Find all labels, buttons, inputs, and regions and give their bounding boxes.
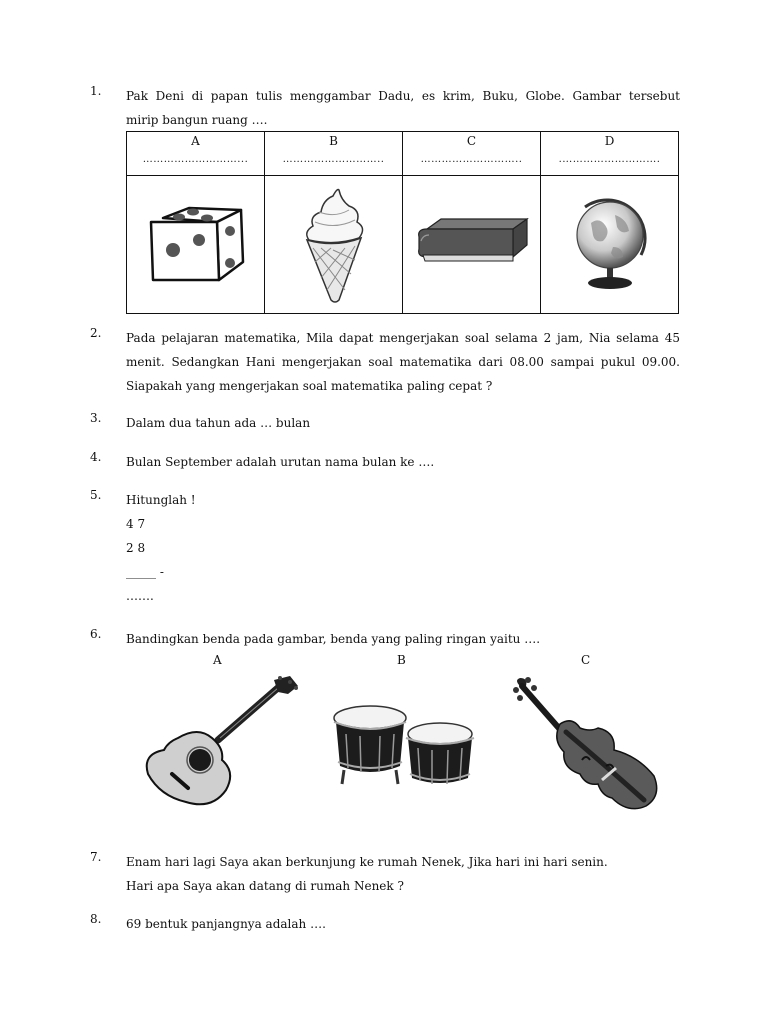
question-text — [126, 850, 680, 898]
question-text — [126, 488, 680, 608]
question-line: menit. Sedangkan Hani mengerjakan soal matematika dari 08.00 sampai pukul 09.00. — [126, 355, 680, 369]
option-letter-a: A — [213, 653, 222, 667]
question-text — [126, 450, 680, 474]
answer-blank: .………………………. — [558, 154, 661, 165]
question-text — [126, 411, 680, 435]
question-text — [126, 326, 680, 398]
question-number: 6. — [90, 627, 102, 641]
question-text — [126, 912, 680, 936]
option-letter: A — [191, 134, 200, 148]
option-header-d — [541, 132, 679, 176]
question-line: Bulan September adalah urutan nama bulan ke …. — [126, 455, 435, 469]
question-line: Dalam dua tahun ada … bulan — [126, 416, 311, 430]
question-number: 5. — [90, 488, 102, 502]
option-image-d — [541, 176, 679, 314]
question-line: Pada pelajaran matematika, Mila dapat mengerjakan soal selama 2 jam, Nia selama 45 — [126, 331, 680, 345]
option-letter-c: C — [581, 653, 591, 667]
option-image-c — [403, 176, 541, 314]
question-number: 2. — [90, 326, 102, 340]
dice-icon — [141, 200, 251, 290]
question-line: 69 bentuk panjangnya adalah …. — [126, 917, 326, 931]
answer-blank: ……. — [126, 589, 154, 603]
option-header-a — [127, 132, 265, 176]
question-line: Siapakah yang mengerjakan soal matematika paling cepat ? — [126, 379, 493, 393]
option-image-a — [127, 176, 265, 314]
question-line: Hitunglah ! — [126, 493, 196, 507]
question-line: Enam hari lagi Saya akan berkunjung ke rumah Nenek, Jika hari ini hari senin. — [126, 855, 608, 869]
bongo-drums-icon — [330, 700, 480, 792]
subtraction-line: _____ - — [126, 565, 164, 579]
question-number: 7. — [90, 850, 102, 864]
question-number: 4. — [90, 450, 102, 464]
option-letter-b: B — [397, 653, 406, 667]
guitar-icon — [140, 674, 300, 816]
question-line: Pak Deni di papan tulis menggambar Dadu, es krim, Buku, Globe. Gambar tersebut — [126, 89, 680, 103]
question-line: mirip bangun ruang …. — [126, 113, 268, 127]
option-letter: D — [604, 134, 615, 148]
question-number: 3. — [90, 411, 102, 425]
ice-cream-icon — [299, 186, 369, 304]
subtraction-top: 4 7 — [126, 517, 146, 531]
question-number: 8. — [90, 912, 102, 926]
question-line: Hari apa Saya akan datang di rumah Nenek ? — [126, 879, 404, 893]
subtraction-bottom: 2 8 — [126, 541, 146, 555]
question-line: Bandingkan benda pada gambar, benda yang paling ringan yaitu …. — [126, 632, 541, 646]
globe-icon — [565, 195, 655, 295]
question-text — [126, 84, 680, 132]
violin-icon — [506, 676, 666, 812]
book-icon — [413, 215, 531, 275]
question-number: 1. — [90, 84, 102, 98]
option-letter: C — [466, 134, 477, 148]
option-header-c — [403, 132, 541, 176]
option-header-b — [265, 132, 403, 176]
answer-blank: ……………………….. — [282, 154, 385, 165]
answer-blank: ……………………….. — [420, 154, 523, 165]
option-image-b — [265, 176, 403, 314]
q1-options-table — [126, 131, 679, 314]
question-text — [126, 627, 680, 651]
option-letter: B — [329, 134, 338, 148]
answer-blank: ………………………... — [142, 154, 249, 165]
